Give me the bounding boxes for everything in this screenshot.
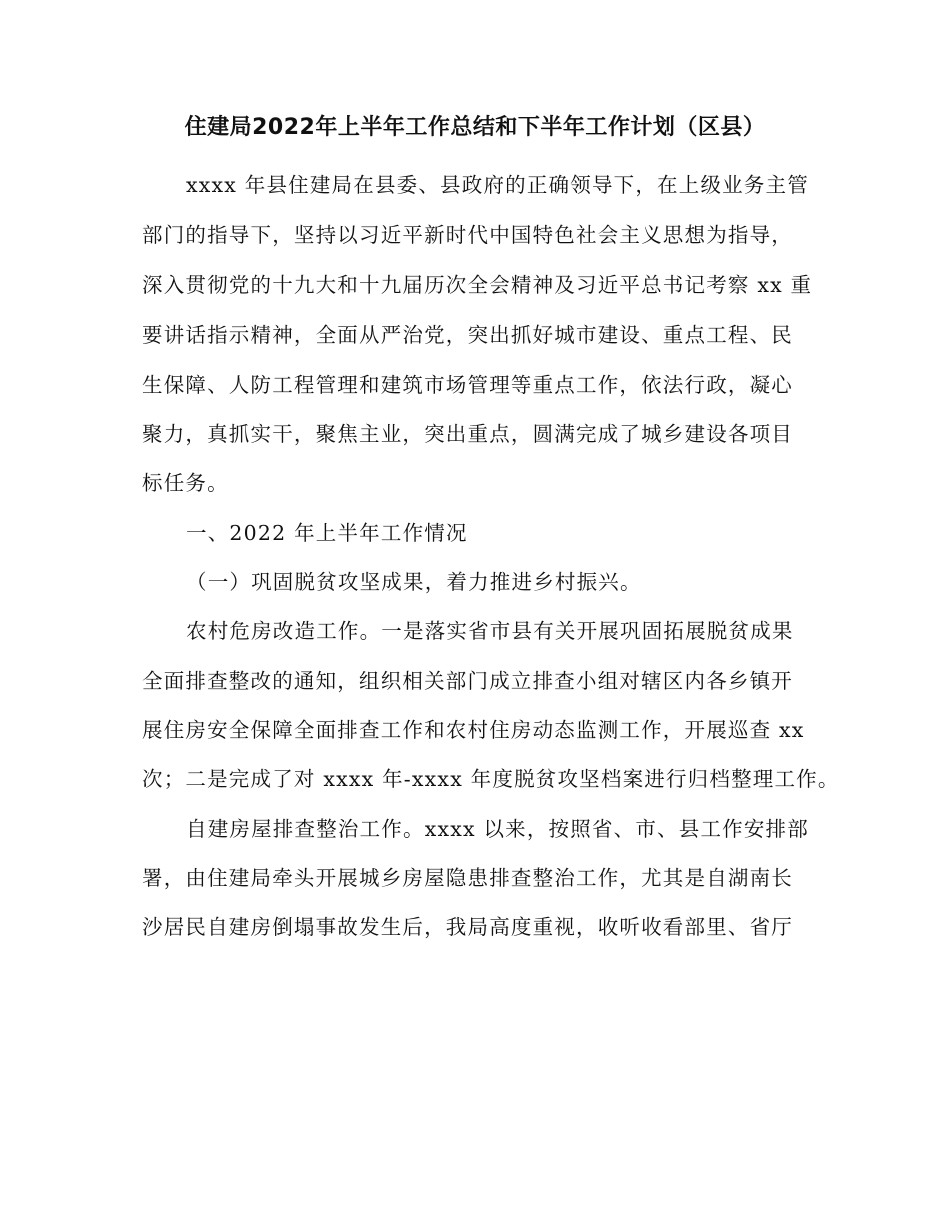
paragraph-line: 沙居民自建房倒塌事故发生后，我局高度重视，收听收看部里、省厅: [142, 915, 793, 939]
document-title: 住建局2022年上半年工作总结和下半年工作计划（区县）: [184, 115, 766, 140]
paragraph-line: 部门的指导下，坚持以习近平新时代中国特色社会主义思想为指导，: [142, 223, 793, 247]
paragraph-line: 展住房安全保障全面排查工作和农村住房动态监测工作，开展巡查 xx: [142, 718, 805, 742]
paragraph-line: 全面排查整改的通知，组织相关部门成立排查小组对辖区内各乡镇开: [142, 669, 793, 693]
paragraph-line: 聚力，真抓实干，聚焦主业，突出重点，圆满完成了城乡建设各项目: [142, 422, 793, 446]
paragraph-line: 标任务。: [142, 471, 229, 495]
paragraph-line: 生保障、人防工程管理和建筑市场管理等重点工作，依法行政，凝心: [142, 373, 793, 397]
paragraph-line: 自建房屋排查整治工作。xxxx 以来，按照省、市、县工作安排部: [186, 817, 809, 841]
paragraph-line: 署，由住建局牵头开展城乡房屋隐患排查整治工作，尤其是自湖南长: [142, 866, 793, 890]
section-heading: 一、2022 年上半年工作情况: [186, 521, 468, 545]
paragraph-line: xxxx 年县住建局在县委、县政府的正确领导下，在上级业务主管: [186, 173, 809, 197]
paragraph-line: 次；二是完成了对 xxxx 年-xxxx 年度脱贫攻坚档案进行归档整理工作。: [142, 767, 840, 791]
paragraph-line: 深入贯彻党的十九大和十九届历次全会精神及习近平总书记考察 xx 重: [142, 273, 813, 297]
subsection-heading: （一）巩固脱贫攻坚成果，着力推进乡村振兴。: [186, 570, 642, 594]
paragraph-line: 要讲话指示精神，全面从严治党，突出抓好城市建设、重点工程、民: [142, 323, 793, 347]
paragraph-line: 农村危房改造工作。一是落实省市县有关开展巩固拓展脱贫成果: [186, 619, 794, 643]
